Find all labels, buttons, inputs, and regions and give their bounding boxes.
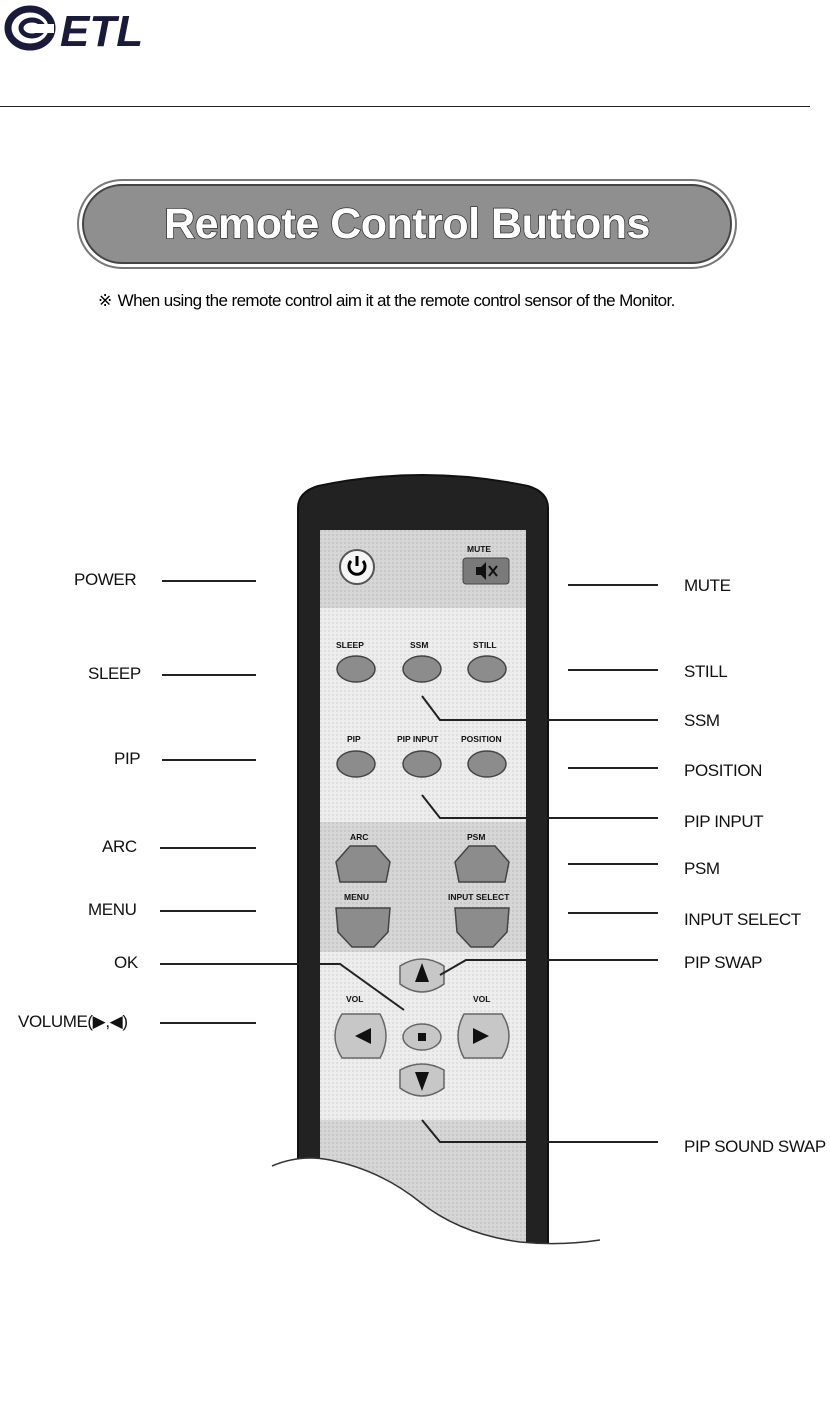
ssm-caption: SSM	[410, 640, 429, 650]
etl-logo	[4, 2, 164, 56]
still-button[interactable]	[468, 656, 506, 682]
sleep-caption: SLEEP	[336, 640, 364, 650]
pip-swap-label: PIP SWAP	[684, 953, 763, 972]
mute-button[interactable]	[463, 558, 509, 584]
still-caption: STILL	[473, 640, 497, 650]
title-banner	[82, 184, 732, 264]
logo-text: ETL	[60, 7, 144, 56]
pip-input-caption: PIP INPUT	[397, 734, 439, 744]
stop-square-icon	[418, 1033, 426, 1041]
note-text: When using the remote control aim it at the remote control sensor of the Monitor.	[117, 291, 675, 310]
note-symbol: ※	[98, 291, 112, 310]
arc-caption: ARC	[350, 832, 369, 842]
power-button[interactable]	[340, 550, 374, 584]
logo-swirl-icon	[8, 9, 54, 47]
position-button[interactable]	[468, 751, 506, 777]
ok-label: OK	[114, 953, 138, 972]
header-rule	[0, 106, 810, 107]
input-select-label: INPUT SELECT	[684, 910, 801, 929]
sleep-button[interactable]	[337, 656, 375, 682]
pip-input-label: PIP INPUT	[684, 812, 764, 831]
usage-note	[98, 291, 675, 311]
vol-left-caption: VOL	[346, 994, 364, 1004]
power-label: POWER	[74, 570, 137, 589]
mute-label: MUTE	[684, 576, 731, 595]
vol-right-caption: VOL	[473, 994, 491, 1004]
down-button[interactable]	[400, 1064, 444, 1096]
position-caption: POSITION	[461, 734, 502, 744]
psm-label: PSM	[684, 859, 720, 878]
pip-label: PIP	[114, 749, 141, 768]
ssm-label: SSM	[684, 711, 720, 730]
volume-up-button[interactable]	[458, 1014, 509, 1058]
menu-label: MENU	[88, 900, 137, 919]
up-button[interactable]	[400, 959, 444, 992]
pip-caption: PIP	[347, 734, 361, 744]
ok-button[interactable]	[403, 1024, 441, 1050]
psm-caption: PSM	[467, 832, 486, 842]
pip-input-button[interactable]	[403, 751, 441, 777]
ssm-button[interactable]	[403, 656, 441, 682]
pip-button[interactable]	[337, 751, 375, 777]
sleep-label: SLEEP	[88, 664, 141, 683]
volume-down-button[interactable]	[335, 1014, 386, 1058]
still-label: STILL	[684, 662, 728, 681]
input-select-caption: INPUT SELECT	[448, 892, 510, 902]
arc-label: ARC	[102, 837, 137, 856]
mute-caption: MUTE	[467, 544, 492, 554]
pip-sound-swap-label: PIP SOUND SWAP	[684, 1137, 826, 1156]
page-title: Remote Control Buttons	[164, 199, 650, 248]
position-label: POSITION	[684, 761, 763, 780]
volume-label: VOLUME(▶,◀)	[18, 1012, 128, 1031]
menu-caption: MENU	[344, 892, 370, 902]
remote-diagram	[0, 470, 830, 1270]
